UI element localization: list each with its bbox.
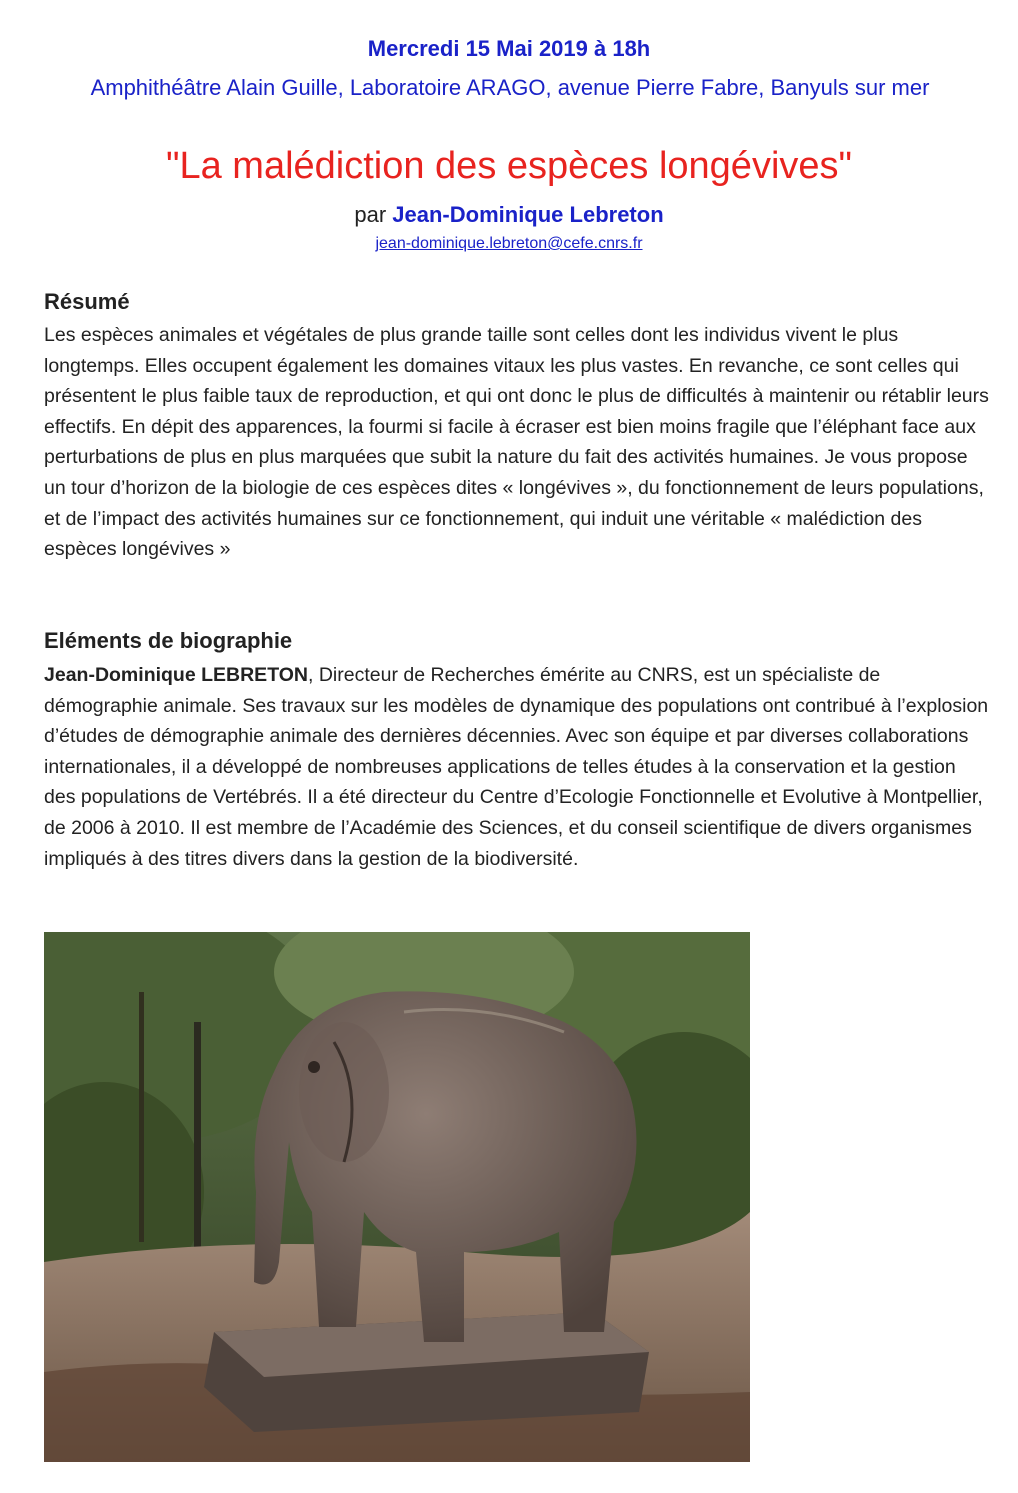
talk-title: "La malédiction des espèces longévives"	[165, 145, 853, 187]
biography-text: , Directeur de Recherches émérite au CNRS, est un spécialiste de démographie animale. Ses travaux sur les modèles de dynamique des populations ont contribué à l’explosion d’études de démographie animale des dernières décennies. Avec son équipe et par diverses collaborations internationales, il a développé de nombreuses applications de telles études à la conservation et la gestion des populations de Vertébrés. Il a été directeur du Centre d’Ecologie Fonctionnelle et Evolutive à Montpellier, de 2006 à 2010. Il est membre de l’Académie des Sciences, et du conseil scientifique de divers organismes impliqués à des titres divers dans la gestion de la biodiversité.	[44, 664, 989, 870]
resume-heading: Résumé	[44, 289, 130, 314]
stone-elephant-statue-photo-icon	[44, 932, 750, 1462]
biography-heading: Eléments de biographie	[44, 628, 293, 653]
author-name: Jean-Dominique Lebreton	[392, 202, 664, 227]
author-email-link[interactable]: jean-dominique.lebreton@cefe.cnrs.fr	[375, 235, 643, 252]
biography-paragraph	[44, 660, 989, 874]
biography-name: Jean-Dominique LEBRETON	[44, 664, 309, 686]
elephant-photo	[44, 932, 750, 1462]
byline-prefix: par	[354, 202, 387, 227]
resume-text: Les espèces animales et végétales de plus grande taille sont celles dont les individus vivent le plus longtemps. Elles occupent également les domaines vitaux les plus vastes. En revanche, ce sont celles qui présentent le plus faible taux de reproduction, et qui ont donc le plus de difficultés à maintenir ou rétablir leurs effectifs. En dépit des apparences, la fourmi si facile à écraser est bien moins fragile que l’éléphant face aux perturbations de plus en plus marquées que subit la nature du fait des activités humaines. Je vous propose un tour d’horizon de la biologie de ces espèces dites « longévives », du fonctionnement de leurs populations, et de l’impact des activités humaines sur ce fonctionnement, qui induit une véritable « malédiction des espèces longévives »	[44, 324, 989, 561]
event-venue: Amphithéâtre Alain Guille, Laboratoire ARAGO, avenue Pierre Fabre, Banyuls sur mer	[90, 75, 930, 100]
event-date: Mercredi 15 Mai 2019 à 18h	[367, 36, 651, 61]
byline	[0, 202, 1018, 228]
